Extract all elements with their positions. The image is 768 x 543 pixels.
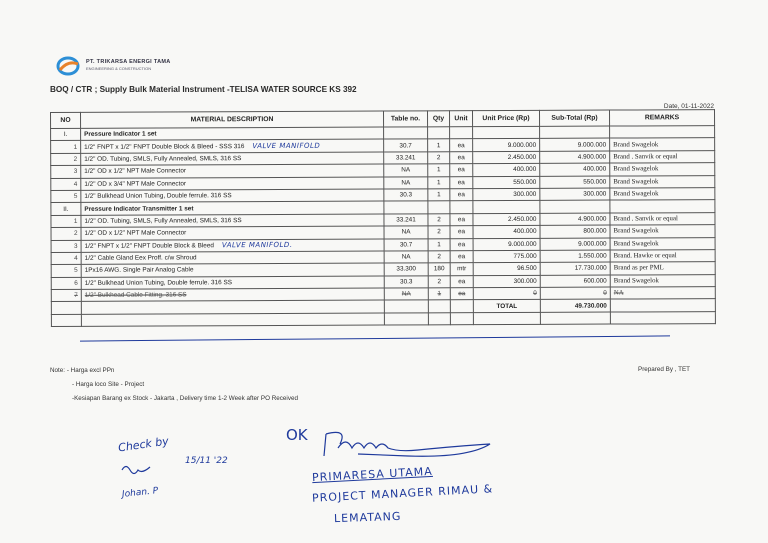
total-value: 49.730.000: [540, 300, 610, 313]
item-subtotal: 300.000: [583, 190, 607, 198]
item-unit: ea: [457, 141, 465, 149]
item-qty: 1: [436, 166, 441, 174]
item-unit-price: 300.000: [513, 277, 537, 285]
item-table-no: 30.3: [399, 278, 413, 286]
item-no: 5: [73, 193, 78, 201]
item-unit: ea: [458, 253, 466, 261]
item-unit: ea: [457, 166, 465, 174]
item-table-no: 30.3: [399, 191, 413, 199]
logo-mark-icon: [56, 56, 82, 76]
item-qty: 1: [437, 191, 441, 199]
handwritten-ok: OK: [286, 426, 308, 444]
item-no: 2: [73, 230, 78, 238]
item-subtotal: 400.000: [583, 165, 607, 174]
handwritten-check-date: 15/11 '22: [185, 456, 228, 466]
section-no: I.: [51, 128, 81, 141]
item-remarks: NA: [613, 289, 624, 297]
handwritten-annotation: VALVE MANIFOLD: [252, 141, 321, 151]
item-table-no: 33.241: [395, 154, 416, 162]
item-remarks: Brand Swagelok: [613, 277, 659, 285]
handwritten-manager-title: PROJECT MANAGER RIMAU &: [311, 482, 494, 505]
item-unit: ea: [458, 278, 466, 286]
item-subtotal: 0: [603, 289, 607, 297]
item-subtotal: 4.900.000: [577, 153, 607, 161]
section-title: Pressure Indicator Transmitter 1 set: [81, 201, 384, 215]
item-unit-price: 2.450.000: [508, 215, 537, 223]
item-unit-price: 400.000: [513, 228, 537, 236]
item-qty: 2: [436, 154, 441, 162]
item-table-no: NA: [401, 290, 411, 298]
header-remarks: REMARKS: [609, 110, 714, 126]
item-unit: ea: [458, 240, 466, 248]
item-qty: 1: [437, 179, 441, 187]
item-description: 1/2" OD x 3/4" NPT Male Connector: [84, 180, 187, 188]
item-unit: ea: [458, 290, 466, 298]
item-subtotal: 4.900.000: [578, 215, 607, 223]
item-description: 1/2" OD. Tubing, SMLS, Fully Annealed, SMLS, 316 SS: [84, 155, 242, 163]
initials-signature-icon: [120, 462, 156, 476]
item-unit-price: 400.000: [513, 166, 537, 174]
header-qty: Qty: [427, 111, 449, 127]
note-line: - Harga excl PPn: [66, 367, 115, 374]
item-description: 1/2" Bulkhead Union Tubing, Double ferrule. 316 SS: [84, 192, 232, 200]
item-remarks: Brand Swagelok: [613, 190, 659, 198]
note-line: -Kesiapan Barang ex Stock - Jakarta , Delivery time 1-2 Week after PO Received: [72, 395, 298, 402]
item-qty: 1: [437, 290, 442, 298]
item-remarks: Brand Swagelok: [613, 178, 659, 186]
item-no: 4: [74, 254, 78, 262]
item-no: 2: [73, 155, 78, 163]
item-qty: 2: [437, 216, 441, 224]
item-no: 1: [73, 217, 78, 225]
header-description: MATERIAL DESCRIPTION: [81, 111, 384, 128]
item-subtotal: 1.550.000: [578, 252, 607, 260]
header-unit: Unit: [449, 111, 472, 127]
item-description: 1/2" OD. Tubing, SMLS, Fully Annealed, SMLS, 316 SS: [84, 217, 242, 225]
item-unit: ea: [457, 178, 465, 186]
item-qty: 2: [437, 253, 441, 261]
item-qty: 180: [433, 265, 445, 273]
item-unit-price: 9.000.000: [508, 240, 537, 248]
item-subtotal: 550.000: [583, 178, 607, 186]
item-unit-price: 96.500: [517, 265, 537, 273]
item-remarks: Brand Swagelok: [613, 140, 659, 149]
item-remarks: Brand Swagelok: [613, 227, 659, 235]
item-no: 6: [74, 279, 78, 287]
handwritten-manager-location: LEMATANG: [333, 509, 402, 526]
header-no: NO: [51, 112, 81, 128]
item-qty: 1: [437, 240, 441, 249]
document-date: Date, 01-11-2022: [663, 103, 714, 110]
item-unit-price: 2.450.000: [507, 153, 537, 161]
item-subtotal: 800.000: [583, 227, 607, 235]
handwritten-check-name: Johan. P: [121, 486, 159, 500]
item-table-no: 30.7: [399, 141, 412, 150]
handwritten-annotation: VALVE MANIFOLD.: [221, 241, 293, 250]
item-unit-price: 775.000: [513, 252, 537, 261]
item-unit-price: 300.000: [513, 191, 537, 199]
notes-label: Note:: [50, 367, 66, 374]
item-no: 4: [73, 180, 78, 188]
item-table-no: NA: [401, 228, 411, 236]
section-title: Pressure Indicator 1 set: [81, 127, 384, 141]
item-description: 1Px16 AWG. Single Pair Analog Cable: [84, 266, 194, 275]
item-table-no: NA: [401, 166, 411, 174]
table-body: [51, 126, 716, 327]
item-remarks: Brand Swagelok: [613, 240, 659, 248]
item-table-no: 33.300: [396, 265, 416, 273]
item-unit: ea: [457, 228, 466, 236]
item-remarks: Brand as per PML: [613, 264, 664, 273]
item-table-no: NA: [401, 179, 411, 187]
prepared-by: Prepared By , TET: [638, 366, 691, 373]
document-title: BOQ / CTR ; Supply Bulk Material Instrument -TELISA WATER SOURCE KS 392: [50, 85, 357, 94]
company-logo: [56, 56, 206, 78]
item-description: 1/2" Cable Gland Eex Proff. c/w Shroud: [84, 254, 197, 262]
item-qty: 2: [437, 278, 442, 286]
header-subtotal: Sub-Total (Rp): [539, 110, 609, 126]
note-line: - Harga loco Site - Project: [72, 381, 145, 388]
item-subtotal: 17.730.000: [574, 265, 607, 273]
item-no: 1: [73, 143, 78, 151]
item-subtotal: 600.000: [583, 277, 607, 285]
company-subtitle: ENGINEERING & CONSTRUCTION: [86, 66, 152, 71]
item-unit-price: 0: [533, 290, 537, 298]
item-remarks: Brand . Sanvik or equal: [613, 215, 678, 223]
item-description: 1/2" Bulkhead Cable Fitting. 316 SS: [84, 291, 187, 300]
item-unit-price: 550.000: [513, 178, 537, 186]
item-no: 7: [74, 292, 78, 300]
item-table-no: NA: [401, 253, 411, 261]
item-subtotal: 9.000.000: [578, 240, 607, 248]
manager-signature: [318, 428, 498, 466]
item-unit: ea: [457, 216, 466, 224]
item-unit-price: 9.000.000: [507, 141, 537, 149]
handwritten-manager-name: PRIMARESA UTAMA: [311, 464, 434, 485]
item-no: 3: [74, 242, 78, 250]
item-remarks: Brand Swagelok: [613, 165, 659, 173]
item-unit: ea: [457, 154, 465, 162]
item-unit: ea: [457, 191, 465, 199]
section-no: II.: [51, 203, 81, 216]
item-table-no: 33.241: [396, 216, 416, 224]
item-qty: 1: [436, 141, 441, 149]
item-description: 1/2" FNPT x 1/2" FNPT Double Block & Bleed: [84, 242, 214, 251]
item-description: 1/2" OD x 1/2" NPT Male Connector: [84, 167, 187, 176]
item-unit: mtr: [457, 265, 467, 273]
header-table-no: Table no.: [383, 111, 427, 127]
item-subtotal: 9.000.000: [577, 141, 607, 149]
item-no: 5: [74, 267, 78, 275]
item-description: 1/2" Bulkhead Union Tubing, Double ferrule. 316 SS: [84, 279, 232, 287]
item-remarks: Brand . Sanvik or equal: [613, 153, 678, 161]
item-description: 1/2" OD x 1/2" NPT Male Connector: [84, 229, 187, 238]
handwritten-check-by: Check by: [117, 434, 170, 455]
header-unit-price: Unit Price (Rp): [472, 110, 539, 126]
manager-signature-icon: [318, 428, 498, 462]
handwritten-check-signature: [120, 462, 156, 479]
item-description: 1/2" FNPT x 1/2" FNPT Double Block & Bleed - SSS 316: [84, 143, 245, 151]
item-table-no: 30.7: [399, 241, 413, 249]
total-label: TOTAL: [473, 300, 540, 313]
company-name: PT. TRIKARSA ENERGI TAMA: [86, 59, 171, 65]
item-remarks: Brand. Hawke or equal: [613, 252, 677, 260]
empty-row: [51, 311, 715, 326]
item-no: 3: [73, 168, 78, 176]
boq-table: [50, 109, 716, 327]
item-qty: 2: [437, 228, 441, 236]
strike-through-line: [80, 335, 670, 341]
notes: [50, 364, 298, 406]
